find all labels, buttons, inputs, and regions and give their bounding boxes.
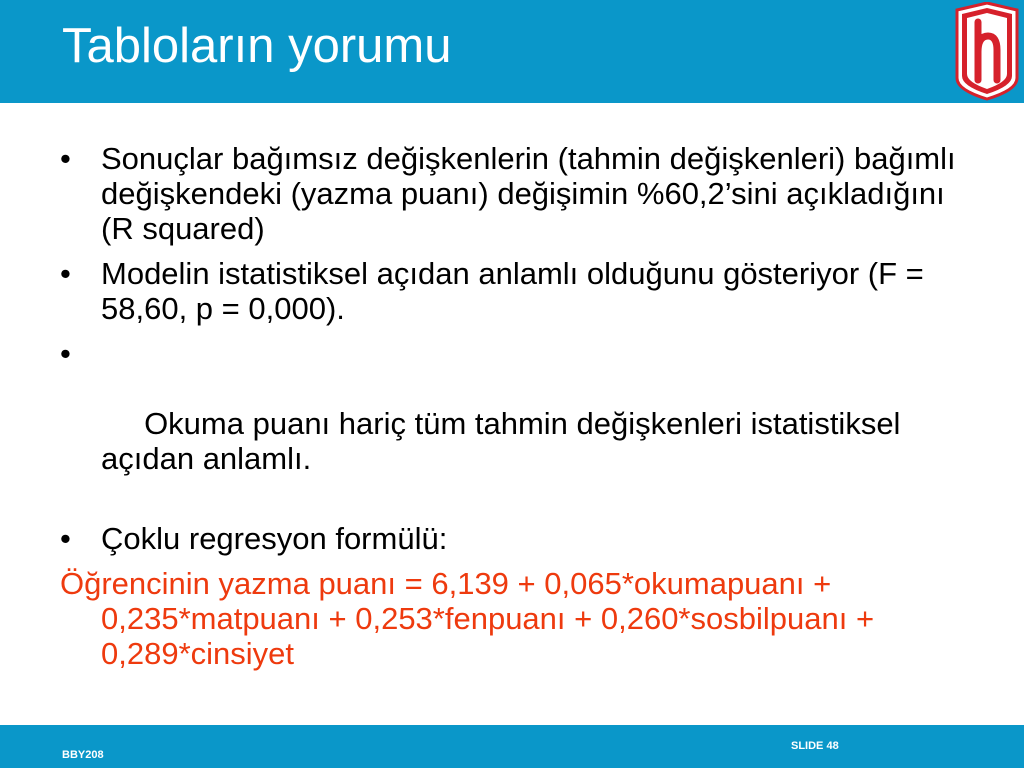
footer-bar bbox=[0, 725, 1024, 768]
bullet-item bbox=[60, 336, 960, 511]
bullet-item bbox=[60, 521, 960, 556]
bullet-marker: • bbox=[60, 256, 71, 291]
bullet-marker: • bbox=[60, 336, 71, 371]
slide-body bbox=[60, 141, 960, 671]
bullet-text: Sonuçlar bağımsız değişkenlerin (tahmin değişkenleri) bağımlı değişkendeki (yazma puanı) değişimin %60,2’sini açıkladığını (R squared) bbox=[101, 141, 956, 246]
bullet-text: Çoklu regresyon formülü: bbox=[101, 521, 448, 556]
course-code: BBY208 bbox=[62, 749, 104, 761]
bullet-item bbox=[60, 256, 960, 326]
header-bar bbox=[0, 0, 1024, 103]
slide-title: Tabloların yorumu bbox=[62, 19, 452, 73]
university-logo-icon bbox=[951, 2, 1023, 101]
bullet-text: Okuma puanı hariç tüm tahmin değişkenleri istatistiksel açıdan anlamlı. bbox=[101, 406, 910, 476]
bullet-marker: • bbox=[60, 141, 71, 176]
slide-number: SLIDE 48 bbox=[791, 740, 839, 752]
bullet-text: Modelin istatistiksel açıdan anlamlı olduğunu gösteriyor (F = 58,60, p = 0,000). bbox=[101, 256, 924, 326]
regression-formula: Öğrencinin yazma puanı = 6,139 + 0,065*okumapuanı + 0,235*matpuanı + 0,253*fenpuanı + 0,260*sosbilpuanı + 0,289*cinsiyet bbox=[60, 566, 875, 671]
bullet-marker: • bbox=[60, 521, 71, 556]
bullet-item bbox=[60, 141, 960, 246]
